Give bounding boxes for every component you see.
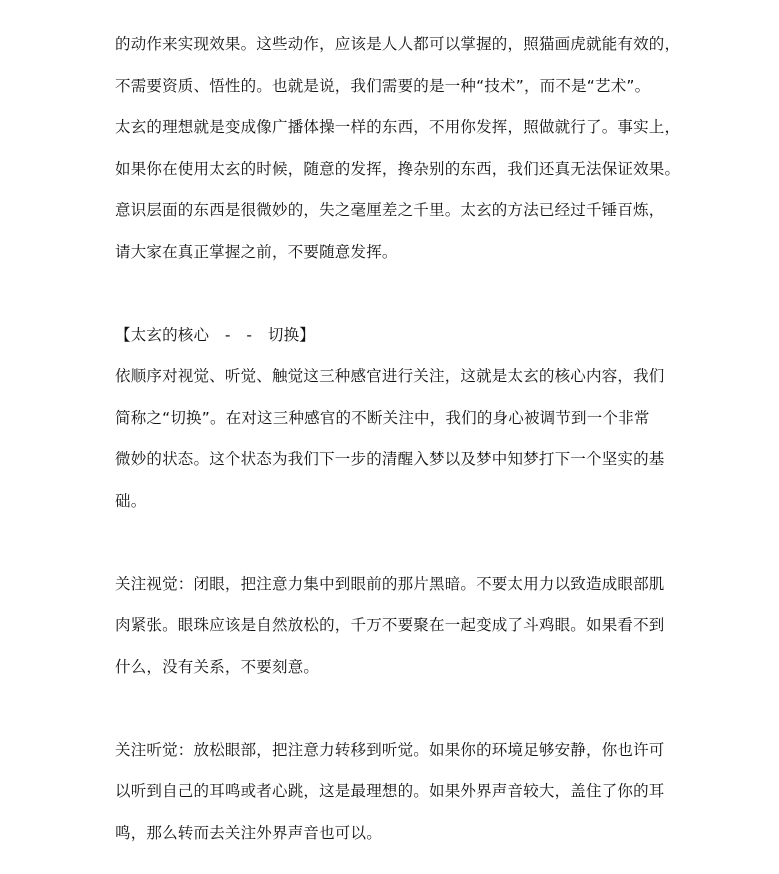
text-line: 请大家在真正掌握之前，不要随意发挥。 <box>115 242 398 261</box>
text-line: 肉紧张。眼珠应该是自然放松的，千万不要聚在一起变成了斗鸡眼。如果看不到 <box>115 616 665 634</box>
text-line: 如果你在使用太玄的时候，随意的发挥，搀杂别的东西，我们还真无法保证效果。 <box>115 159 681 178</box>
section-heading: 【太玄的核心 - - 切换】 <box>115 325 315 344</box>
blank-line <box>115 688 685 730</box>
text-line: 意识层面的东西是很微妙的，失之毫厘差之千里。太玄的方法已经过千锤百炼， <box>115 201 665 219</box>
paragraph-hearing <box>115 730 685 855</box>
text-line: 的动作来实现效果。这些动作，应该是人人都可以掌握的，照猫画虎就能有效的， <box>115 35 681 53</box>
text-line: 不需要资质、悟性的。也就是说，我们需要的是一种“技术”，而不是“艺术”。 <box>115 76 651 95</box>
document-page <box>115 24 685 854</box>
text-line: 关注视觉：闭眼，把注意力集中到眼前的那片黑暗。不要太用力以致造成眼部肌 <box>115 574 665 593</box>
paragraph-visual <box>115 564 685 689</box>
paragraph-intro <box>115 24 685 273</box>
text-line: 微妙的状态。这个状态为我们下一步的清醒入梦以及梦中知梦打下一个坚实的基 <box>115 450 665 468</box>
text-line: 依顺序对视觉、听觉、触觉这三种感官进行关注，这就是太玄的核心内容，我们 <box>115 367 665 385</box>
text-line: 鸣，那么转而去关注外界声音也可以。 <box>115 823 382 842</box>
blank-line <box>115 273 685 315</box>
text-line: 简称之“切换”。在对这三种感官的不断关注中，我们的身心被调节到一个非常 <box>115 408 650 427</box>
blank-line <box>115 522 685 564</box>
text-line: 础。 <box>115 491 147 510</box>
text-line: 太玄的理想就是变成像广播体操一样的东西，不用你发挥，照做就行了。事实上， <box>115 118 681 136</box>
text-line: 以听到自己的耳鸣或者心跳，这是最理想的。如果外界声音较大，盖住了你的耳 <box>115 782 665 800</box>
text-line: 什么，没有关系，不要刻意。 <box>115 657 320 676</box>
paragraph-core <box>115 356 685 522</box>
text-line: 关注听觉：放松眼部，把注意力转移到听觉。如果你的环境足够安静，你也许可 <box>115 740 665 759</box>
